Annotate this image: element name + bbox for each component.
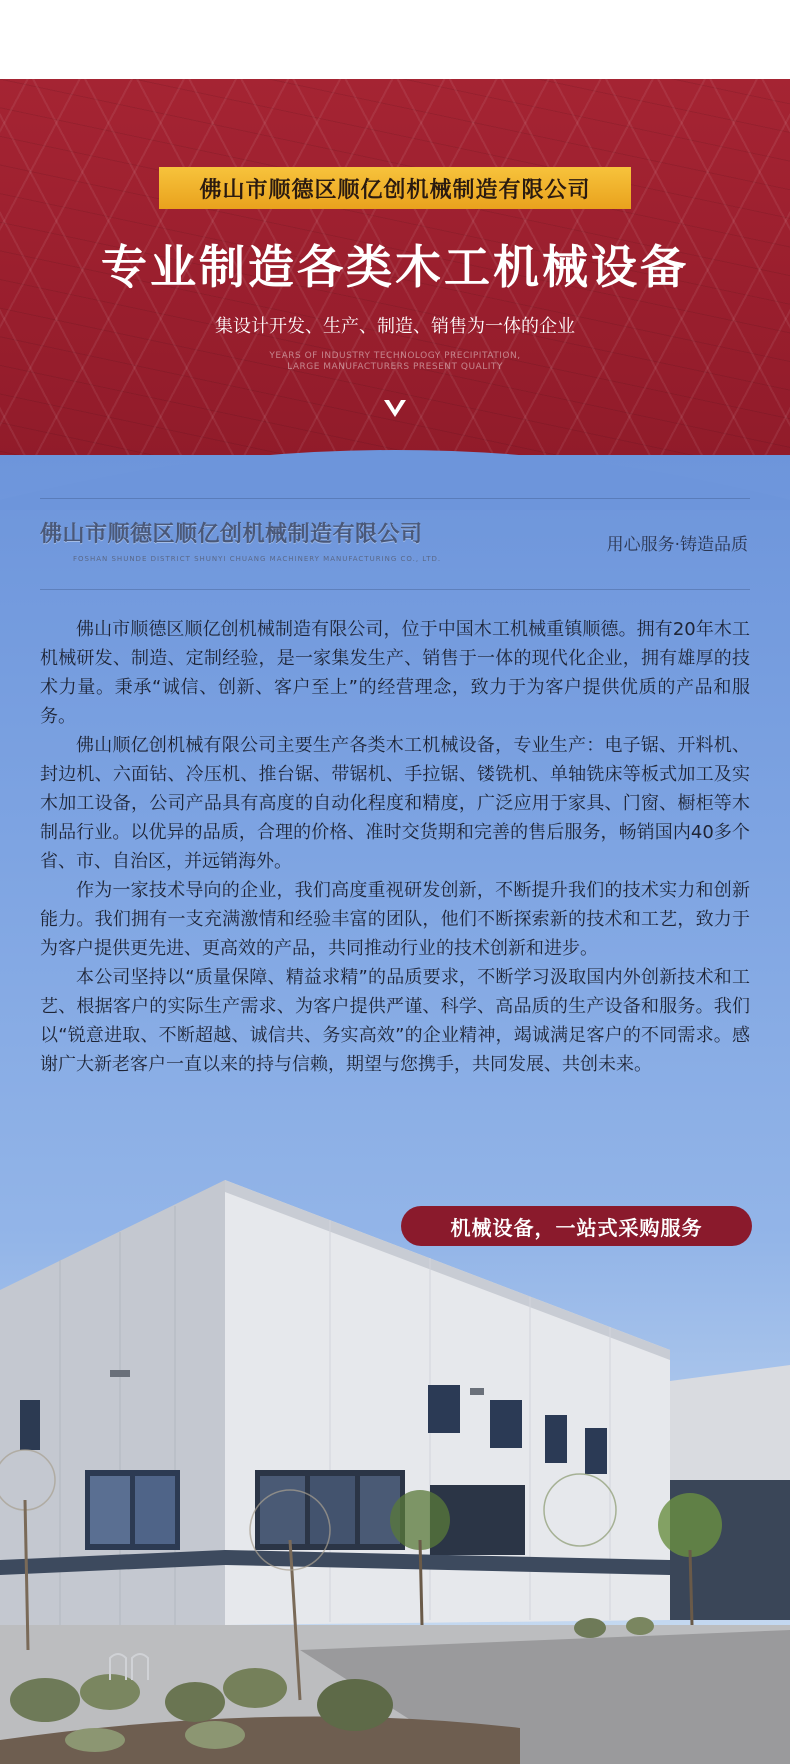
hero-subtitle: 集设计开发、生产、制造、销售为一体的企业 [215,316,575,337]
company-heading: 佛山市顺德区顺亿创机械制造有限公司 [40,522,423,547]
top-whitespace [0,0,790,79]
slogan: 用心服务·铸造品质 [606,535,748,555]
company-ribbon: 佛山市顺德区顺亿创机械制造有限公司 [159,167,631,209]
company-english-name: FOSHAN SHUNDE DISTRICT SHUNYI CHUANG MACHINERY MANUFACTURING CO., LTD. [73,555,442,563]
intro-paragraph: 作为一家技术导向的企业，我们高度重视研发创新，不断提升我们的技术实力和创新能力。我们拥有一支充满激情和经验丰富的团队，他们不断探索新的技术和工艺，致力于为客户提供更先进、更高效的产品，共同推动行业的技术创新和进步。 [40,880,750,959]
chevron-down-icon [383,397,407,419]
intro-paragraph: 佛山市顺德区顺亿创机械制造有限公司，位于中国木工机械重镇顺德。拥有20年木工机械研发、制造、定制经验，是一家集发生产、销售于一体的现代化企业，拥有雄厚的技术力量。秉承“诚信、创新、客户至上”的经营理念，致力于为客户提供优质的产品和服务。 [40,619,750,727]
hero-title: 专业制造各类木工机械设备 [101,240,689,294]
divider-bottom [40,589,750,590]
intro-paragraph: 佛山顺亿创机械有限公司主要生产各类木工机械设备，专业生产：电子锯、开料机、封边机、六面钻、冷压机、推台锯、带锯机、手拉锯、镂铣机、单轴铣床等板式加工及实木加工设备，公司产品具有高度的自动化程度和精度，广泛应用于家具、门窗、橱柜等木制品行业。以优异的品质，合理的价格、准时交货期和完善的售后服务，畅销国内40多个省、市、自治区，并远销海外。 [40,735,750,872]
hero-english-line-2: LARGE MANUFACTURERS PRESENT QUALITY [287,362,503,372]
divider-top [40,498,750,499]
intro-paragraph: 本公司坚持以“质量保障、精益求精”的品质要求，不断学习汲取国内外创新技术和工艺、根据客户的实际生产需求、为客户提供严谨、科学、高品质的生产设备和服务。我们以“锐意进取、不断超越、诚信共、务实高效”的企业精神，竭诚满足客户的不同需求。感谢广大新老客户一直以来的持与信赖，期望与您携手，共同发展、共创未来。 [40,967,750,1075]
one-stop-service-badge[interactable]: 机械设备，一站式采购服务 [401,1206,752,1246]
hero-english-line-1: YEARS OF INDUSTRY TECHNOLOGY PRECIPITATION, [269,351,521,361]
company-introduction [40,615,750,1079]
factory-building-image [0,1180,790,1764]
